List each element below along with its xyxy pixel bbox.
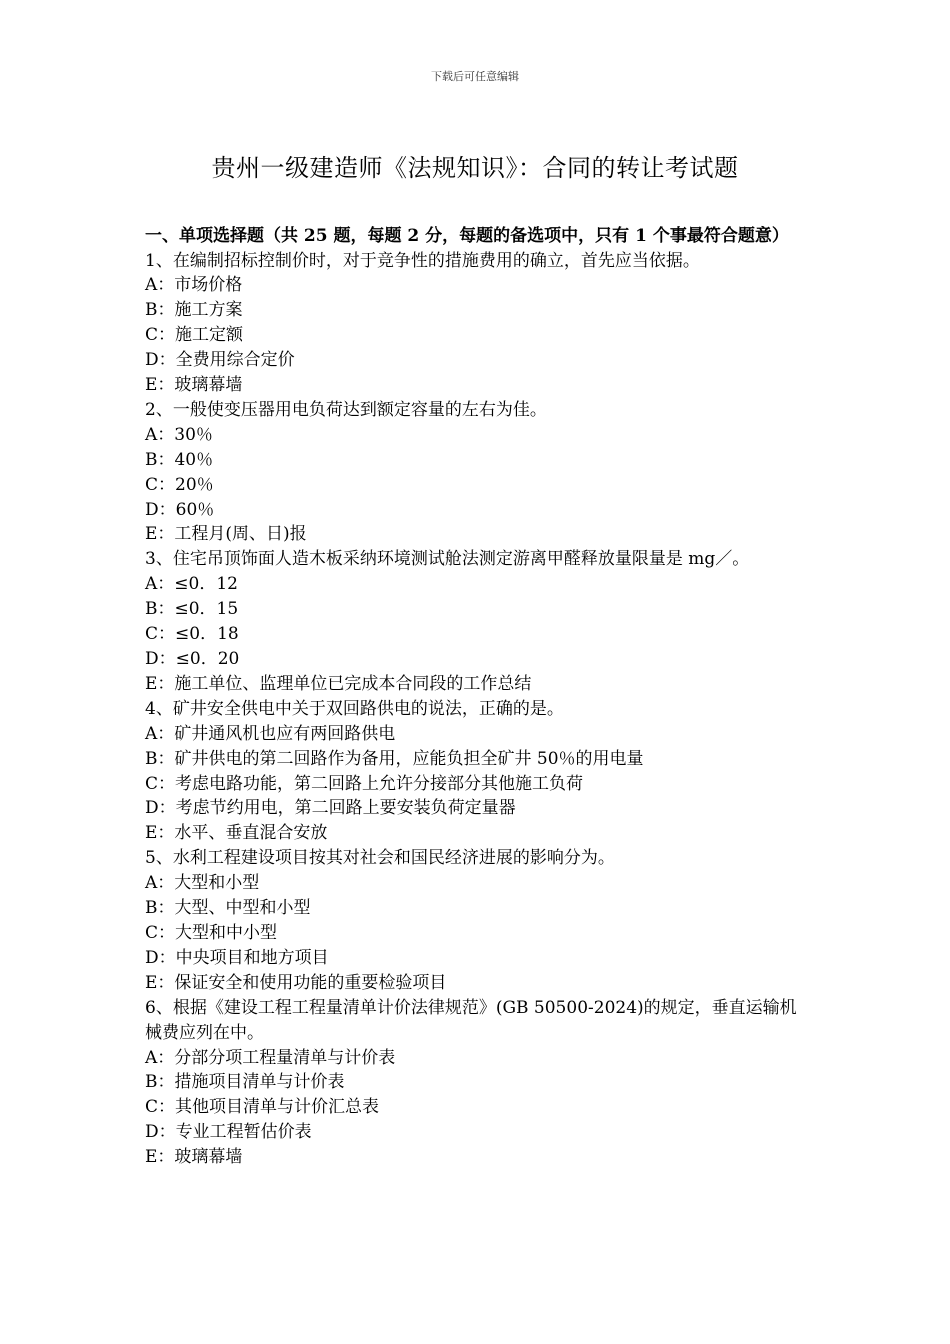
question-stem: 2、一般使变压器用电负荷达到额定容量的左右为佳。 <box>145 399 547 420</box>
question-2 <box>145 398 810 547</box>
option-e: E：玻璃幕墙 <box>145 1147 243 1168</box>
option-e: E：保证安全和使用功能的重要检验项目 <box>145 972 447 993</box>
question-stem: 3、住宅吊顶饰面人造木板采纳环境测试舱法测定游离甲醛释放量限量是 mg／。 <box>145 549 750 570</box>
question-stem: 4、矿井安全供电中关于双回路供电的说法，正确的是。 <box>145 698 564 719</box>
option-b: B：措施项目清单与计价表 <box>145 1072 345 1093</box>
option-e: E：玻璃幕墙 <box>145 375 243 396</box>
question-stem: 5、水利工程建设项目按其对社会和国民经济进展的影响分为。 <box>145 848 615 869</box>
option-a: A：市场价格 <box>145 275 243 296</box>
question-1 <box>145 249 810 398</box>
option-b: B：大型、中型和小型 <box>145 898 311 919</box>
option-d: D：专业工程暂估价表 <box>145 1122 312 1143</box>
option-d: D：全费用综合定价 <box>145 350 295 371</box>
option-e: E：水平、垂直混合安放 <box>145 823 328 844</box>
option-a: A：分部分项工程量清单与计价表 <box>145 1047 396 1068</box>
option-a: A：大型和小型 <box>145 873 260 894</box>
document-title: 贵州一级建造师《法规知识》：合同的转让考试题 <box>211 154 739 182</box>
question-5 <box>145 846 810 995</box>
option-b: B：40％ <box>145 449 214 470</box>
option-e: E：施工单位、监理单位已完成本合同段的工作总结 <box>145 673 532 694</box>
option-a: A：矿井通风机也应有两回路供电 <box>145 723 396 744</box>
question-list <box>145 249 810 1171</box>
option-a: A：30％ <box>145 424 213 445</box>
document-body <box>145 224 810 1170</box>
option-b: B：施工方案 <box>145 300 243 321</box>
option-e: E：工程月(周、日)报 <box>145 524 307 545</box>
option-c: C：施工定额 <box>145 325 244 346</box>
option-b: B：矿井供电的第二回路作为备用，应能负担全矿井 50％的用电量 <box>145 748 644 769</box>
option-c: C：其他项目清单与计价汇总表 <box>145 1097 380 1118</box>
option-b: B：≤0．15 <box>145 599 239 620</box>
option-d: D：中央项目和地方项目 <box>145 947 329 968</box>
option-d: D：考虑节约用电，第二回路上要安装负荷定量器 <box>145 798 516 819</box>
option-c: C：大型和中小型 <box>145 922 278 943</box>
section-heading: 一、单项选择题（共 25 题，每题 2 分，每题的备选项中，只有 1 个事最符合题意） <box>145 226 789 246</box>
question-stem: 6、根据《建设工程工程量清单计价法律规范》(GB 50500-2024)的规定，垂直运输机械费应列在中。 <box>145 997 797 1043</box>
question-6 <box>145 996 810 1170</box>
question-4 <box>145 697 810 846</box>
option-a: A：≤0．12 <box>145 574 238 595</box>
option-c: C：≤0．18 <box>145 624 239 645</box>
page-header-note: 下载后可任意编辑 <box>431 70 519 83</box>
option-c: C：考虑电路功能，第二回路上允许分接部分其他施工负荷 <box>145 773 584 794</box>
question-3 <box>145 547 810 696</box>
option-d: D：≤0．20 <box>145 649 240 669</box>
option-c: C：20％ <box>145 474 214 495</box>
question-stem: 1、在编制招标控制价时，对于竞争性的措施费用的确立，首先应当依据。 <box>145 250 700 271</box>
option-d: D：60％ <box>145 499 215 520</box>
